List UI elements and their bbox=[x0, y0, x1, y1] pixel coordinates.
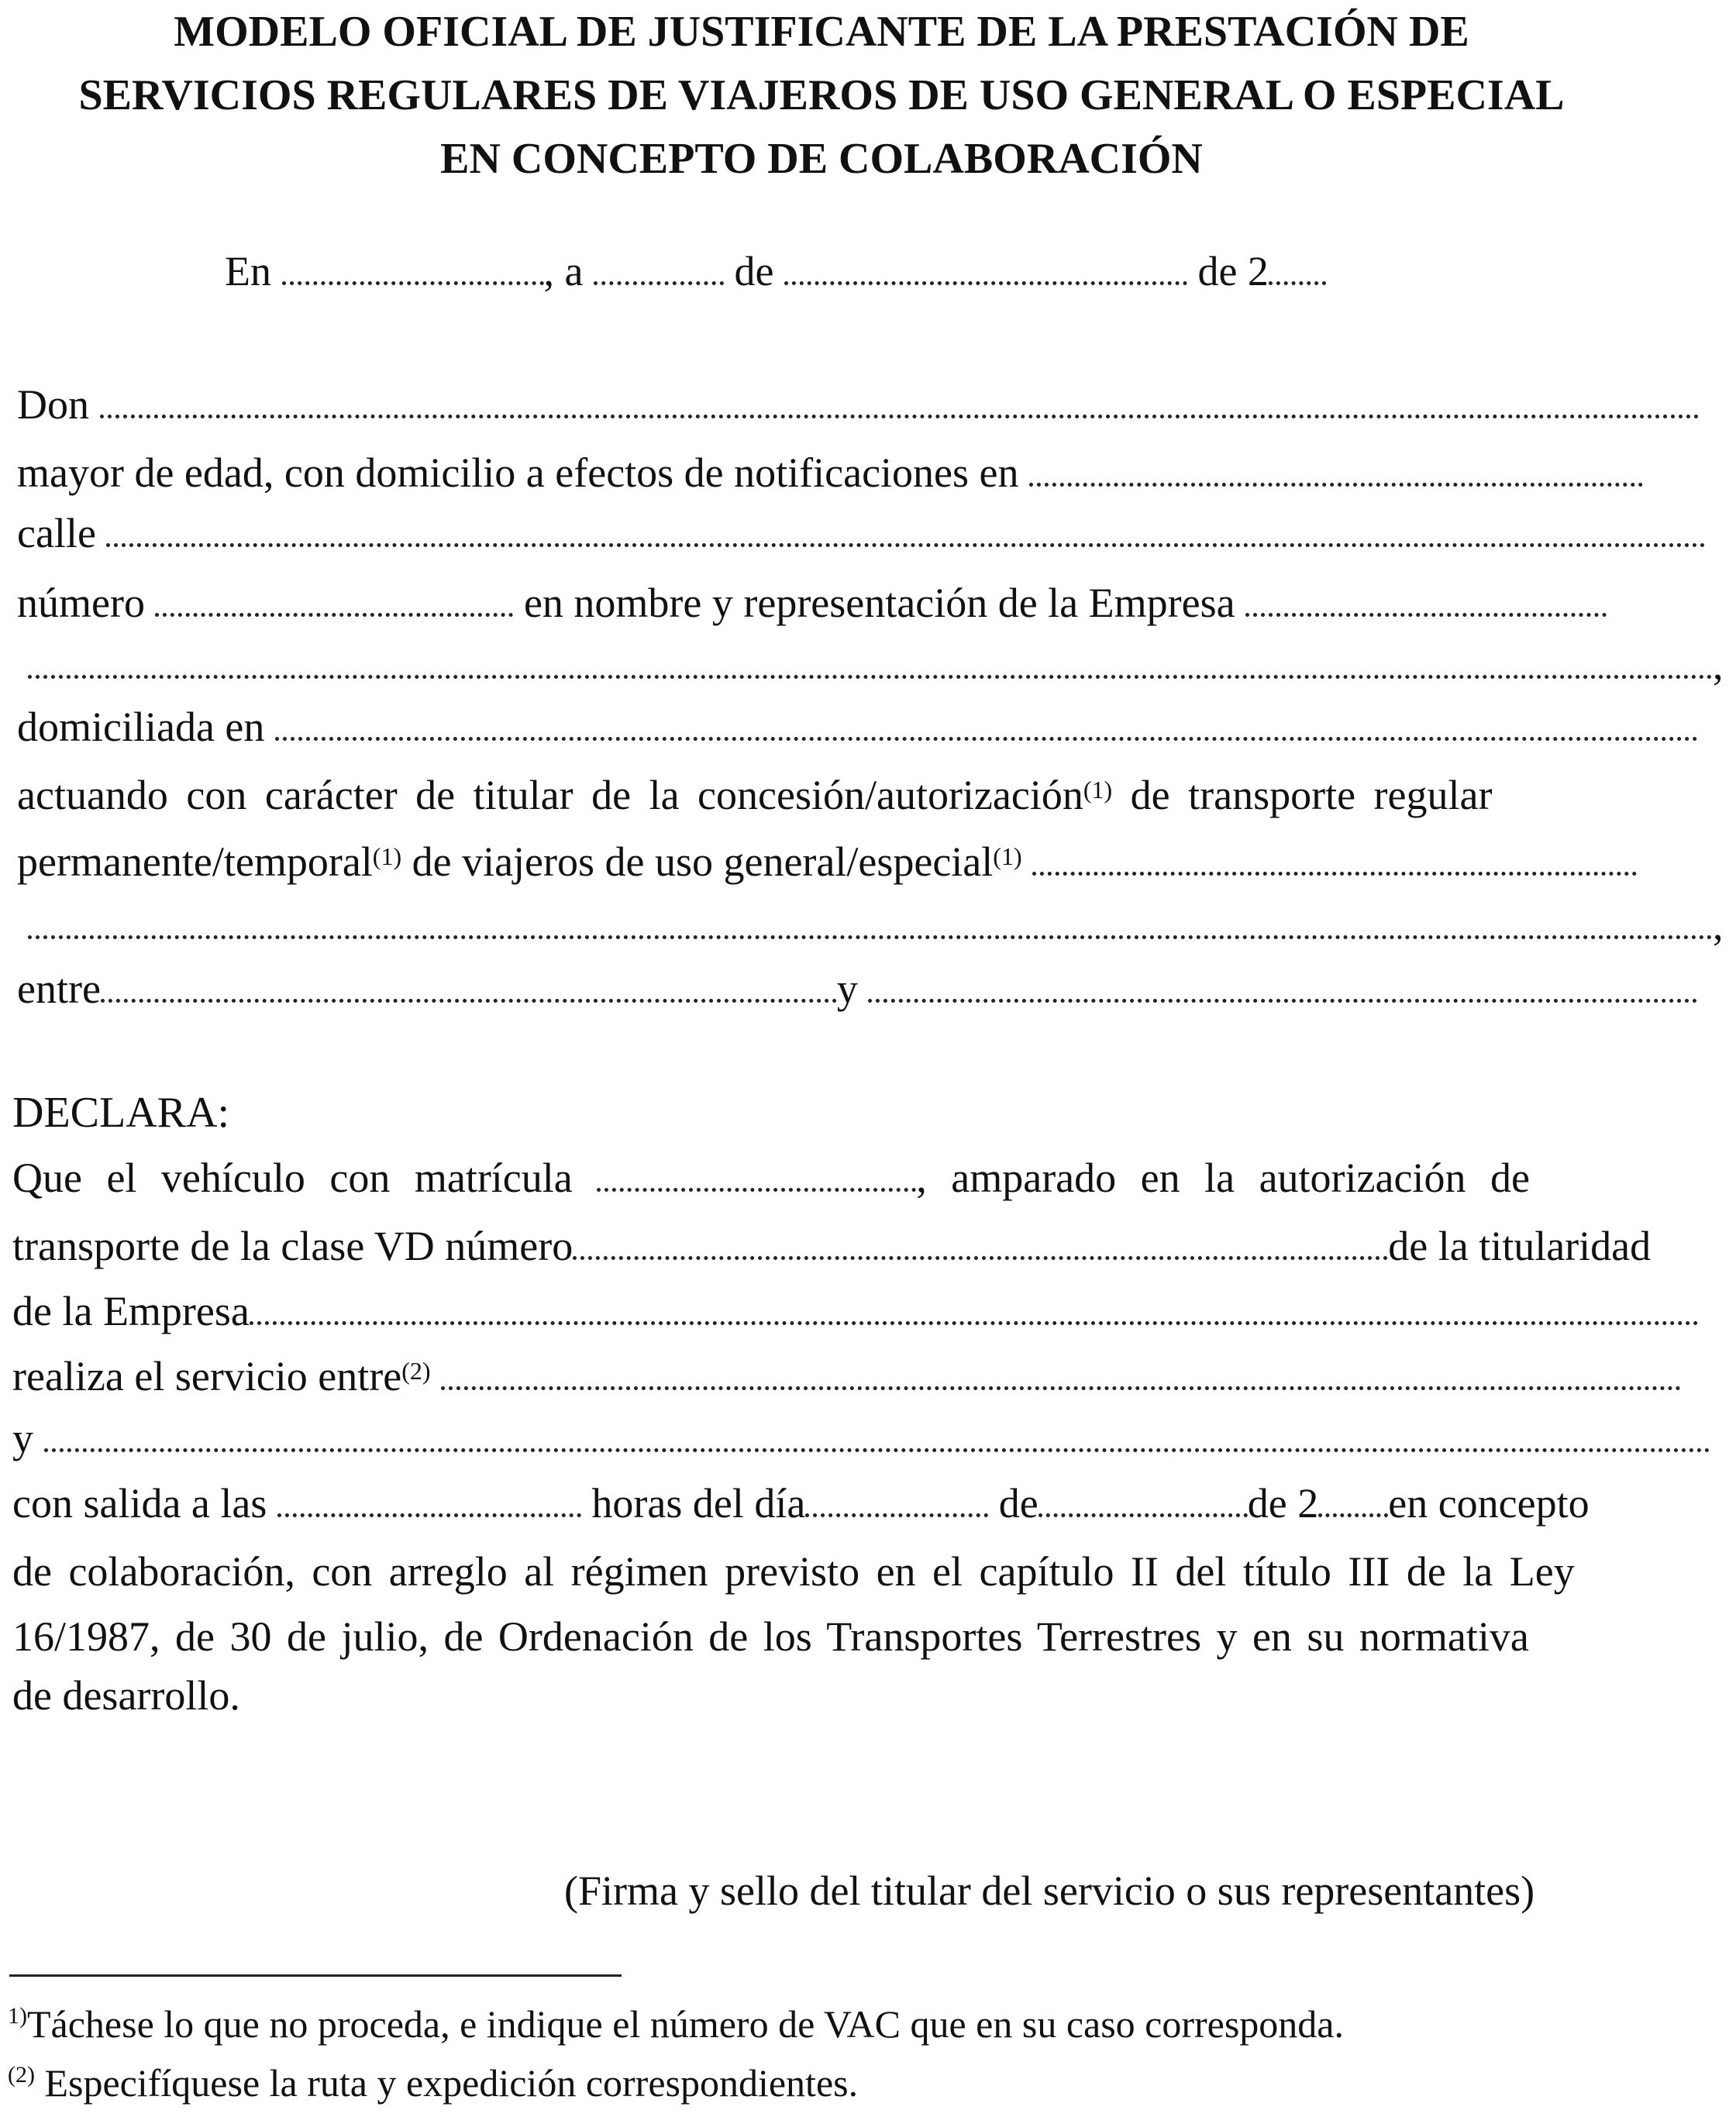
de-la-empresa-line bbox=[12, 1286, 1699, 1336]
servicio-y-field[interactable] bbox=[44, 1448, 1710, 1452]
matricula-line bbox=[12, 1153, 1530, 1203]
footnote-ref-1c: (1) bbox=[993, 842, 1022, 870]
body-line-3: de desarrollo. bbox=[12, 1672, 240, 1719]
salida-de2-label: de 2 bbox=[1247, 1480, 1319, 1527]
entre-field[interactable] bbox=[101, 999, 837, 1003]
clase-vd-field[interactable] bbox=[573, 1256, 1388, 1260]
hora-field[interactable] bbox=[277, 1513, 581, 1517]
entre-y-label: y bbox=[836, 966, 858, 1012]
salida-label: con salida a las bbox=[12, 1480, 267, 1527]
footnote-2-text: Especifíquese la ruta y expedición correspondientes. bbox=[44, 2061, 859, 2105]
salida-year-field[interactable] bbox=[1318, 1513, 1388, 1517]
don-label: Don bbox=[17, 381, 89, 428]
amparado-label: , amparado en la autorización de bbox=[916, 1155, 1530, 1201]
salida-dia-field[interactable] bbox=[805, 1513, 988, 1517]
year-field[interactable] bbox=[1269, 281, 1326, 285]
titularidad-label: de la titularidad bbox=[1388, 1223, 1652, 1269]
empresa-comma: , bbox=[1713, 642, 1724, 688]
domicilio-label: mayor de edad, con domicilio a efectos de notificaciones en bbox=[17, 449, 1019, 496]
place-field[interactable] bbox=[282, 281, 544, 285]
concesion-cont-field[interactable] bbox=[28, 935, 1713, 939]
de-la-empresa-label: de la Empresa bbox=[12, 1288, 250, 1334]
domiciliada-line bbox=[17, 702, 1698, 752]
salida-line bbox=[12, 1478, 1590, 1528]
empresa-cont-line bbox=[28, 640, 1724, 690]
de-la-empresa-field[interactable] bbox=[250, 1321, 1699, 1325]
don-field[interactable] bbox=[100, 415, 1700, 418]
servicio-y-label: y bbox=[12, 1415, 33, 1461]
en-concepto-label: en concepto bbox=[1388, 1480, 1590, 1527]
entre-label: entre bbox=[17, 966, 101, 1012]
don-line bbox=[17, 380, 1700, 429]
domicilio-line bbox=[17, 448, 1643, 497]
signature-caption: (Firma y sello del titular del servicio o sus representantes) bbox=[564, 1867, 1535, 1914]
servicio-y-line bbox=[12, 1413, 1710, 1463]
concesion-comma: , bbox=[1713, 902, 1724, 948]
date-de2-label: de 2 bbox=[1197, 248, 1269, 294]
horas-dia-label: horas del día bbox=[591, 1480, 806, 1527]
footnote-2 bbox=[8, 2060, 858, 2112]
calle-line bbox=[17, 508, 1706, 558]
footnote-ref-2: (2) bbox=[401, 1357, 431, 1385]
salida-mes-field[interactable] bbox=[1038, 1513, 1248, 1517]
empresa-cont-field[interactable] bbox=[28, 675, 1713, 679]
servicio-line bbox=[12, 1351, 1681, 1401]
date-a-label: , a bbox=[543, 248, 584, 294]
date-en-label: En bbox=[225, 248, 271, 294]
actuando-line bbox=[17, 770, 1492, 820]
footnote-1-mark: 1) bbox=[8, 2003, 27, 2029]
concesion-field[interactable] bbox=[1032, 872, 1637, 876]
day-field[interactable] bbox=[594, 281, 724, 285]
month-field[interactable] bbox=[784, 281, 1187, 285]
empresa-field[interactable] bbox=[1245, 613, 1607, 617]
servicio-label: realiza el servicio entre bbox=[12, 1353, 402, 1399]
date-de-label: de bbox=[734, 248, 774, 294]
numero-line bbox=[17, 578, 1607, 628]
domiciliada-field[interactable] bbox=[275, 737, 1698, 741]
matricula-label: Que el vehículo con matrícula bbox=[12, 1155, 573, 1201]
date-line bbox=[225, 246, 1326, 296]
concesion-cont-line bbox=[28, 900, 1724, 950]
permanente-label: permanente/temporal bbox=[17, 838, 373, 885]
document-title bbox=[0, 0, 1643, 191]
calle-label: calle bbox=[17, 510, 96, 556]
footnote-divider bbox=[9, 1974, 622, 1977]
matricula-field[interactable] bbox=[597, 1188, 916, 1192]
domicilio-field[interactable] bbox=[1029, 483, 1643, 487]
footnote-1 bbox=[8, 2001, 1344, 2053]
title-line-3: EN CONCEPTO DE COLABORACIÓN bbox=[440, 135, 1203, 183]
entre-y-field[interactable] bbox=[868, 999, 1697, 1003]
calle-field[interactable] bbox=[106, 543, 1706, 547]
body-line-2: 16/1987, de 30 de julio, de Ordenación de los Transportes Terrestres y en su normativa bbox=[12, 1613, 1529, 1660]
clase-vd-label: transporte de la clase VD número bbox=[12, 1223, 574, 1269]
permanente-line bbox=[17, 837, 1637, 886]
en-nombre-label: en nombre y representación de la Empresa bbox=[523, 580, 1235, 626]
footnote-1-text: Táchese lo que no proceda, e indique el número de VAC que en su caso corresponda. bbox=[27, 2002, 1344, 2046]
servicio-field[interactable] bbox=[441, 1386, 1681, 1390]
footnote-2-mark: (2) bbox=[8, 2062, 35, 2088]
body-line-1: de colaboración, con arreglo al régimen previsto en el capítulo II del título III de la Ley bbox=[12, 1548, 1575, 1595]
domiciliada-label: domiciliada en bbox=[17, 704, 265, 750]
entre-line bbox=[17, 964, 1697, 1014]
footnote-ref-1: (1) bbox=[1083, 776, 1113, 804]
actuando-label: actuando con carácter de titular de la concesión/autorización bbox=[17, 772, 1083, 818]
numero-label: número bbox=[17, 580, 145, 626]
clase-vd-line bbox=[12, 1221, 1651, 1271]
actuando-post-label: de transporte regular bbox=[1130, 772, 1493, 818]
numero-field[interactable] bbox=[155, 613, 513, 617]
viajeros-label: de viajeros de uso general/especial bbox=[412, 838, 994, 885]
title-line-1: MODELO OFICIAL DE JUSTIFICANTE DE LA PRESTACIÓN DE bbox=[174, 8, 1469, 56]
footnote-ref-1b: (1) bbox=[372, 842, 402, 870]
title-line-2: SERVICIOS REGULARES DE VIAJEROS DE USO GENERAL O ESPECIAL bbox=[78, 71, 1565, 119]
declara-heading: DECLARA: bbox=[12, 1089, 229, 1137]
salida-de-label: de bbox=[998, 1480, 1038, 1527]
